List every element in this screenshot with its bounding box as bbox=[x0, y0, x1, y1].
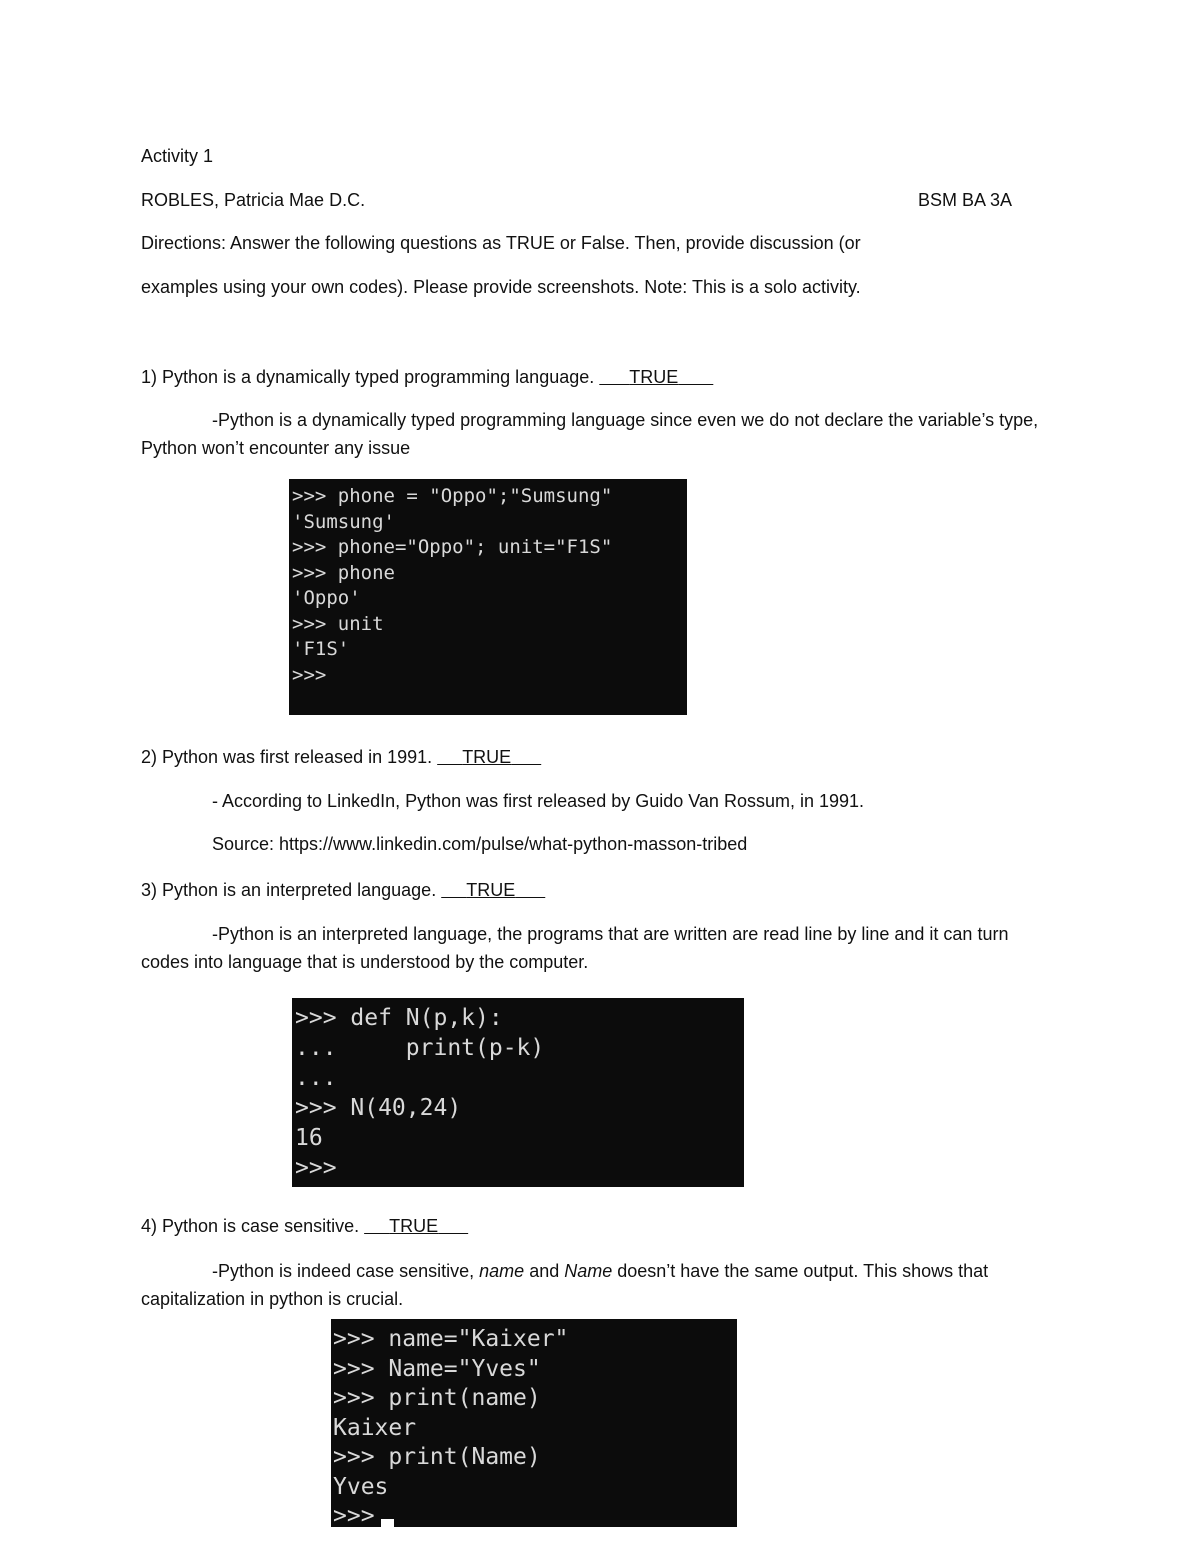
question-4-discussion-pre: -Python is indeed case sensitive, bbox=[212, 1261, 480, 1281]
question-4-discussion-mid: and bbox=[524, 1261, 565, 1281]
question-4-answer-value: TRUE bbox=[389, 1216, 439, 1236]
question-4-text: 4) Python is case sensitive. bbox=[141, 1216, 360, 1236]
terminal-screenshot-3 bbox=[331, 1319, 737, 1527]
question-4-discussion bbox=[141, 1257, 1061, 1313]
terminal-line: 'F1S' bbox=[292, 638, 350, 660]
terminal-line: >>> name="Kaixer" bbox=[333, 1326, 569, 1352]
terminal-line: Kaixer bbox=[333, 1414, 417, 1441]
student-section: BSM BA 3A bbox=[918, 190, 1013, 210]
question-4 bbox=[141, 1212, 468, 1240]
question-1-discussion: -Python is a dynamically typed programming language since even we do not declare the variable’s type, Python won’t encounter any issue bbox=[141, 410, 1039, 458]
question-2-text: 2) Python was first released in 1991. bbox=[141, 747, 433, 767]
question-3-text: 3) Python is an interpreted language. bbox=[141, 880, 437, 900]
term-name-lower: name bbox=[479, 1261, 525, 1281]
question-2-answer-value: TRUE bbox=[462, 747, 512, 767]
terminal-line: >>> def N(p,k): bbox=[295, 1005, 503, 1031]
directions-line-1: Directions: Answer the following questions as TRUE or False. Then, provide discussion (or bbox=[141, 233, 861, 253]
activity-title: Activity 1 bbox=[141, 146, 214, 166]
terminal-line: >>> bbox=[295, 1155, 337, 1181]
terminal-line-prompt bbox=[333, 1502, 737, 1527]
question-3-answer bbox=[441, 880, 545, 900]
terminal-line: >>> phone bbox=[292, 561, 395, 584]
terminal-line: >>> Name="Yves" bbox=[333, 1355, 541, 1382]
terminal-line: 'Sumsung' bbox=[292, 510, 395, 533]
question-1-text: 1) Python is a dynamically typed programming language. bbox=[141, 367, 595, 387]
terminal-line: >>> unit bbox=[292, 612, 384, 635]
terminal-line: >>> print(Name) bbox=[333, 1444, 541, 1470]
question-1-answer bbox=[599, 367, 713, 387]
terminal-screenshot-2 bbox=[292, 998, 744, 1187]
terminal-line: 16 bbox=[295, 1125, 323, 1151]
question-4-discussion-post: doesn’t have the same output. This shows that capitalization in python is crucial. bbox=[141, 1261, 989, 1309]
question-2-discussion: - According to LinkedIn, Python was first released by Guido Van Rossum, in 1991. bbox=[212, 791, 865, 811]
question-4-answer bbox=[364, 1216, 468, 1236]
student-name: ROBLES, Patricia Mae D.C. bbox=[141, 190, 366, 210]
terminal-line: >>> bbox=[292, 663, 327, 686]
question-1-answer-value: TRUE bbox=[629, 367, 679, 387]
question-2 bbox=[141, 743, 541, 771]
terminal-line: >>> phone = "Oppo";"Sumsung" bbox=[292, 485, 613, 507]
terminal-line: >>> N(40,24) bbox=[295, 1095, 462, 1121]
directions-line-2: examples using your own codes). Please provide screenshots. Note: This is a solo activity. bbox=[141, 277, 861, 297]
question-3-discussion: -Python is an interpreted language, the programs that are written are read line by line and it can turn codes into language that is understood by the computer. bbox=[141, 924, 1009, 972]
cursor-icon bbox=[381, 1519, 394, 1527]
terminal-line: ... bbox=[295, 1065, 337, 1091]
question-3-answer-value: TRUE bbox=[466, 880, 516, 900]
terminal-line: >>> print(name) bbox=[333, 1385, 541, 1411]
terminal-line: 'Oppo' bbox=[292, 587, 361, 609]
terminal-line: ... print(p-k) bbox=[295, 1035, 545, 1061]
question-2-source: Source: https://www.linkedin.com/pulse/what-python-masson-tribed bbox=[212, 834, 748, 854]
term-name-upper: Name bbox=[564, 1261, 613, 1281]
question-2-answer bbox=[437, 747, 541, 767]
question-3 bbox=[141, 876, 545, 904]
terminal-prompt: >>> bbox=[333, 1503, 375, 1527]
question-1 bbox=[141, 363, 713, 391]
terminal-line: Yves bbox=[333, 1473, 389, 1500]
terminal-line: >>> phone="Oppo"; unit="F1S" bbox=[292, 536, 613, 558]
terminal-screenshot-1 bbox=[289, 479, 687, 715]
